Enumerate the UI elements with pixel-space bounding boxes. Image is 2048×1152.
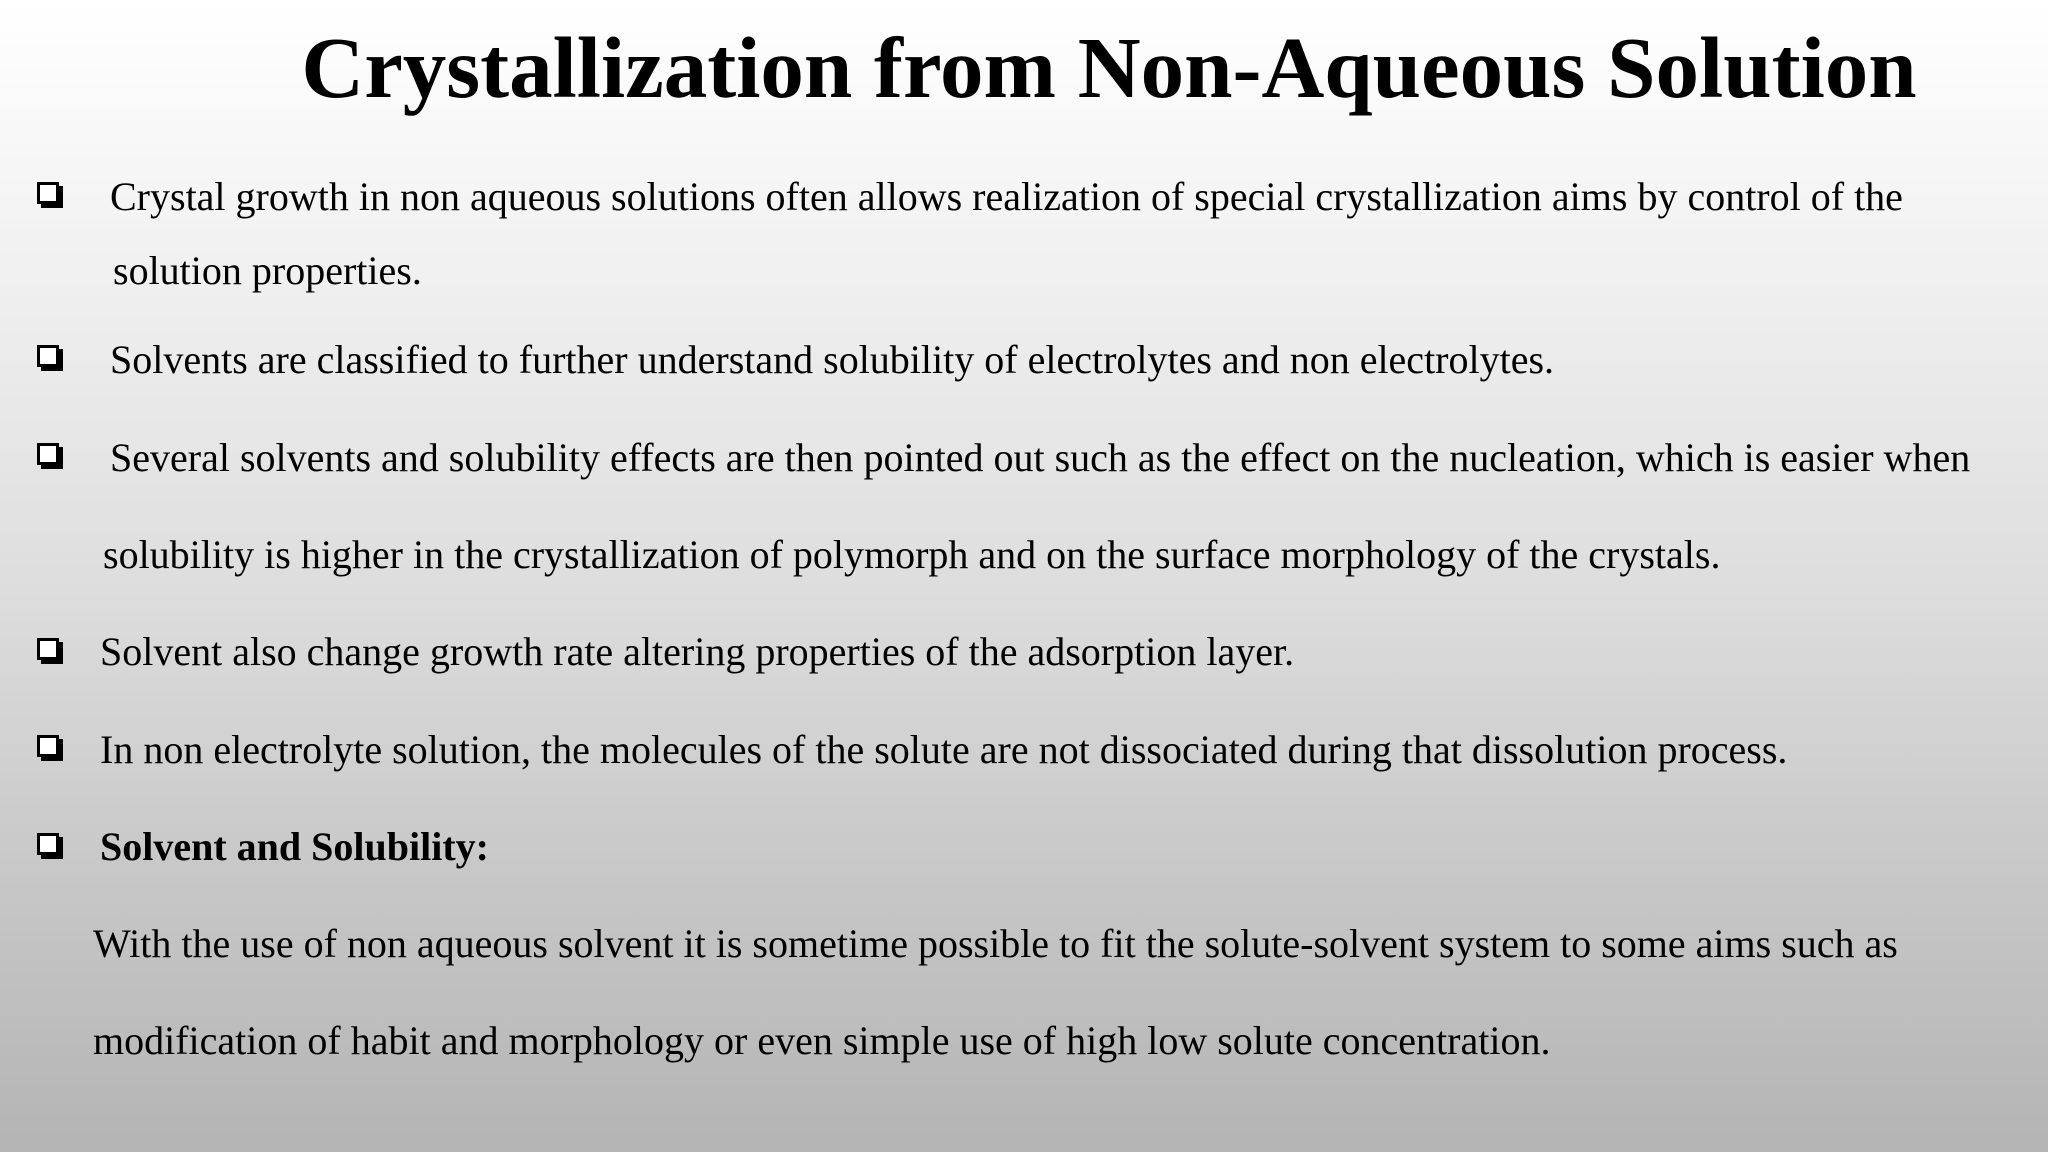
section-heading: Solvent and Solubility: — [100, 824, 490, 869]
bullet-text: Several solvents and solubility effects are then pointed out such as the effect on the nucleation, which is easier when — [110, 435, 1971, 480]
checkbox-bullet-icon — [37, 735, 59, 757]
bullet-text: In non electrolyte solution, the molecules of the solute are not dissociated during that dissolution process. — [100, 727, 1788, 772]
bullet-text: Solvents are classified to further understand solubility of electrolytes and non electrolytes. — [110, 337, 1555, 382]
checkbox-bullet-icon — [37, 345, 59, 367]
slide-title: Crystallization from Non-Aqueous Solution — [301, 19, 1917, 116]
bullet-text: Solvent also change growth rate altering properties of the adsorption layer. — [100, 629, 1295, 674]
bullet-text: solution properties. — [113, 248, 422, 293]
bullet-text: solubility is higher in the crystallization of polymorph and on the surface morphology of the crystals. — [103, 532, 1721, 577]
checkbox-bullet-icon — [37, 638, 59, 660]
bullet-text: Crystal growth in non aqueous solutions often allows realization of special crystallization aims by control of the — [110, 174, 1903, 219]
paragraph-line: modification of habit and morphology or even simple use of high low solute concentration. — [93, 1018, 1551, 1063]
checkbox-bullet-icon — [37, 833, 59, 855]
checkbox-bullet-icon — [37, 443, 59, 465]
paragraph-line: With the use of non aqueous solvent it is sometime possible to fit the solute-solvent system to some aims such as — [93, 921, 1898, 966]
checkbox-bullet-icon — [37, 182, 59, 204]
